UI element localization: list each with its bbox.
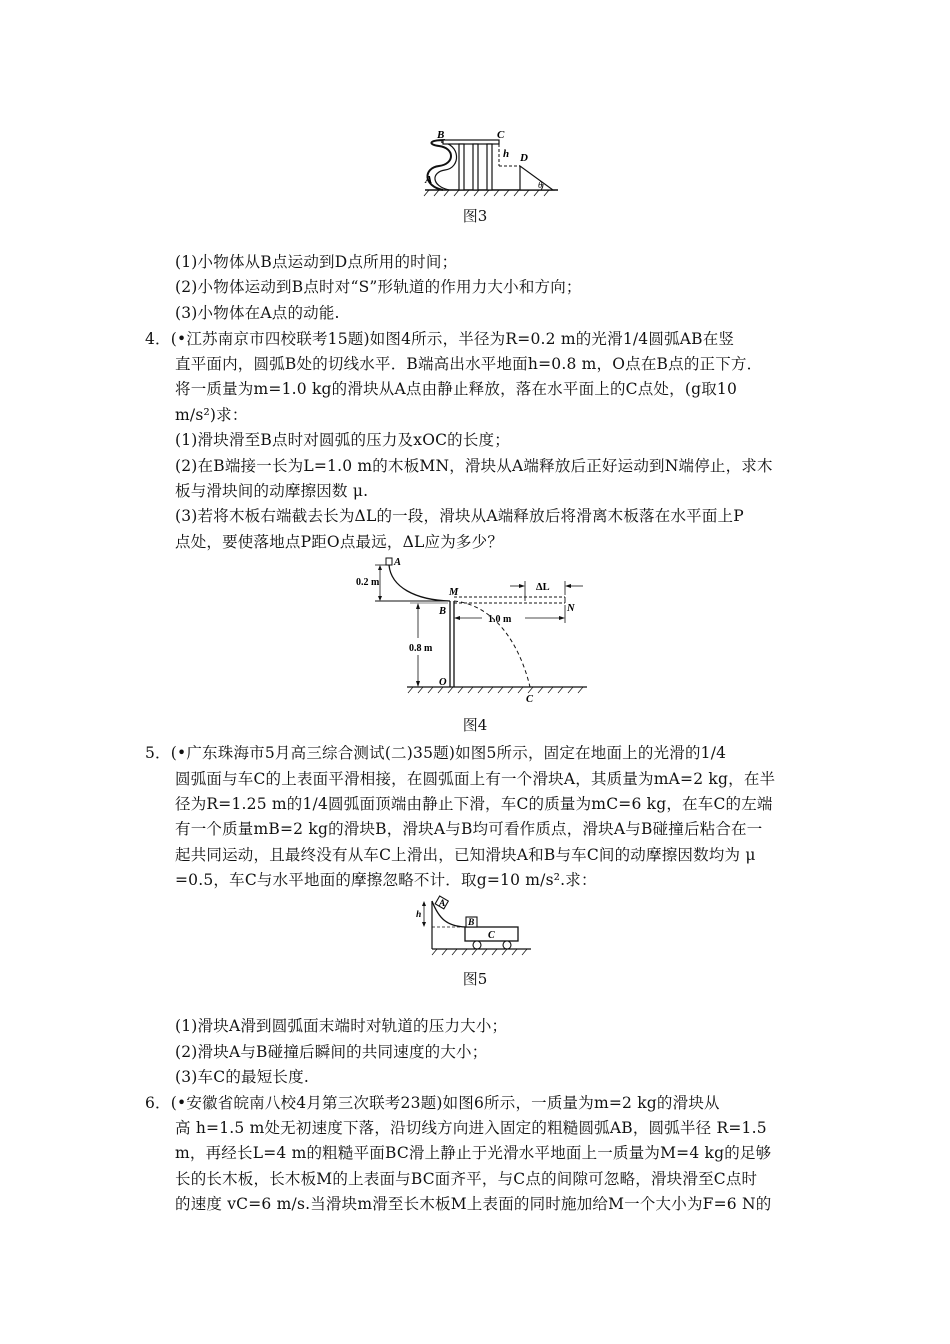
fig4-label-M: M [449,587,459,598]
fig4-label-dl: ΔL [536,582,550,593]
figure-5-diagram [415,893,535,958]
fig4-label-B: B [439,606,447,617]
figure-4-caption: 图4 [462,716,488,734]
fig5-label-B: B [468,918,475,928]
q4-line-5: (1)滑块滑至B点时对圆弧的压力及xOC的长度； [175,431,510,449]
q6-line-2: 高 h=1.5 m处无初速度下落，沿切线方向进入固定的粗糙圆弧AB，圆弧半径 R=1.5 [175,1119,767,1137]
q5-part-2: (2)滑块A与B碰撞后瞬间的共同速度的大小； [175,1043,488,1061]
figure-4-diagram [355,555,610,710]
figure-3-diagram [415,128,565,200]
fig3-label-B: B [437,129,445,141]
fig4-label-length: 1.0 m [488,614,512,625]
q4-line-7: 板与滑块间的动摩擦因数 μ. [175,482,369,500]
fig3-label-A: A [425,174,433,186]
q4-line-2: 直平面内，圆弧B处的切线水平．B端高出水平地面h=0.8 m，O点在B点的正下方． [175,355,763,373]
fig4-label-C: C [526,694,534,705]
fig4-label-A: A [394,557,402,568]
q6-line-5: 的速度 vC=6 m/s.当滑块m滑至长木板M上表面的同时施加给M一个大小为F=6 N的 [175,1195,772,1213]
q4-line-9: 点处，要使落地点P距O点最远，ΔL应为多少？ [175,533,504,551]
q4-line-6: (2)在B端接一长为L=1.0 m的木板MN，滑块从A端释放后正好运动到N端停止，求木 [175,457,773,475]
fig5-label-h: h [416,910,422,920]
fig4-label-radius: 0.2 m [356,577,380,588]
q3-part-2: (2)小物体运动到B点时对“S”形轨道的作用力大小和方向； [175,278,582,296]
q4-line-3: 将一质量为m=1.0 kg的滑块从A点由静止释放，落在水平面上的C点处，(g取10 [175,380,738,398]
fig3-label-h: h [503,148,510,160]
q5-line-4: 有一个质量mB=2 kg的滑块B，滑块A与B均可看作质点，滑块A与B碰撞后粘合在一 [175,820,763,838]
fig4-label-O: O [439,677,447,688]
q5-line-5: 起共同运动，且最终没有从车C上滑出，已知滑块A和B与车C间的动摩擦因数均为 μ [175,846,756,864]
fig3-label-C: C [497,129,505,141]
q5-part-1: (1)滑块A滑到圆弧面末端时对轨道的压力大小； [175,1017,508,1035]
q5-part-3: (3)车C的最短长度. [175,1068,309,1086]
q5-line-1: 5．(•广东珠海市5月高三综合测试(二)35题)如图5所示，固定在地面上的光滑的1/4 [145,744,727,762]
fig4-label-N: N [567,603,575,614]
q6-line-4: 长的长木板，长木板M的上表面与BC面齐平，与C点的间隙可忽略，滑块滑至C点时 [175,1170,758,1188]
q6-line-1: 6．(•安徽省皖南八校4月第三次联考23题)如图6所示，一质量为m=2 kg的滑块从 [145,1094,720,1112]
fig5-label-C: C [488,930,495,941]
figure-5-caption: 图5 [462,970,488,988]
q5-line-2: 圆弧面与车C的上表面平滑相接，在圆弧面上有一个滑块A，其质量为mA=2 kg，在半 [175,770,776,788]
q3-part-3: (3)小物体在A点的动能. [175,304,340,322]
q5-line-6: =0.5，车C与水平地面的摩擦忽略不计．取g=10 m/s².求： [175,871,597,889]
q4-line-8: (3)若将木板右端截去长为ΔL的一段，滑块从A端释放后将滑离木板落在水平面上P [175,507,744,525]
fig4-label-height: 0.8 m [409,643,433,654]
q4-line-4: m/s²)求： [175,406,248,424]
q4-line-1: 4．(•江苏南京市四校联考15题)如图4所示，半径为R=0.2 m的光滑1/4圆弧AB在竖 [145,330,735,348]
fig3-label-theta: θ [538,180,543,190]
fig3-label-D: D [520,152,528,164]
fig5-label-A: A [439,899,446,909]
q6-line-3: m，再经长L=4 m的粗糙平面BC滑上静止于光滑水平地面上一质量为M=4 kg的足够 [175,1144,772,1162]
figure-3-caption: 图3 [462,207,488,225]
q3-part-1: (1)小物体从B点运动到D点所用的时间； [175,253,458,271]
q5-line-3: 径为R=1.25 m的1/4圆弧面顶端由静止下滑，车C的质量为mC=6 kg，在车C的左端 [175,795,773,813]
